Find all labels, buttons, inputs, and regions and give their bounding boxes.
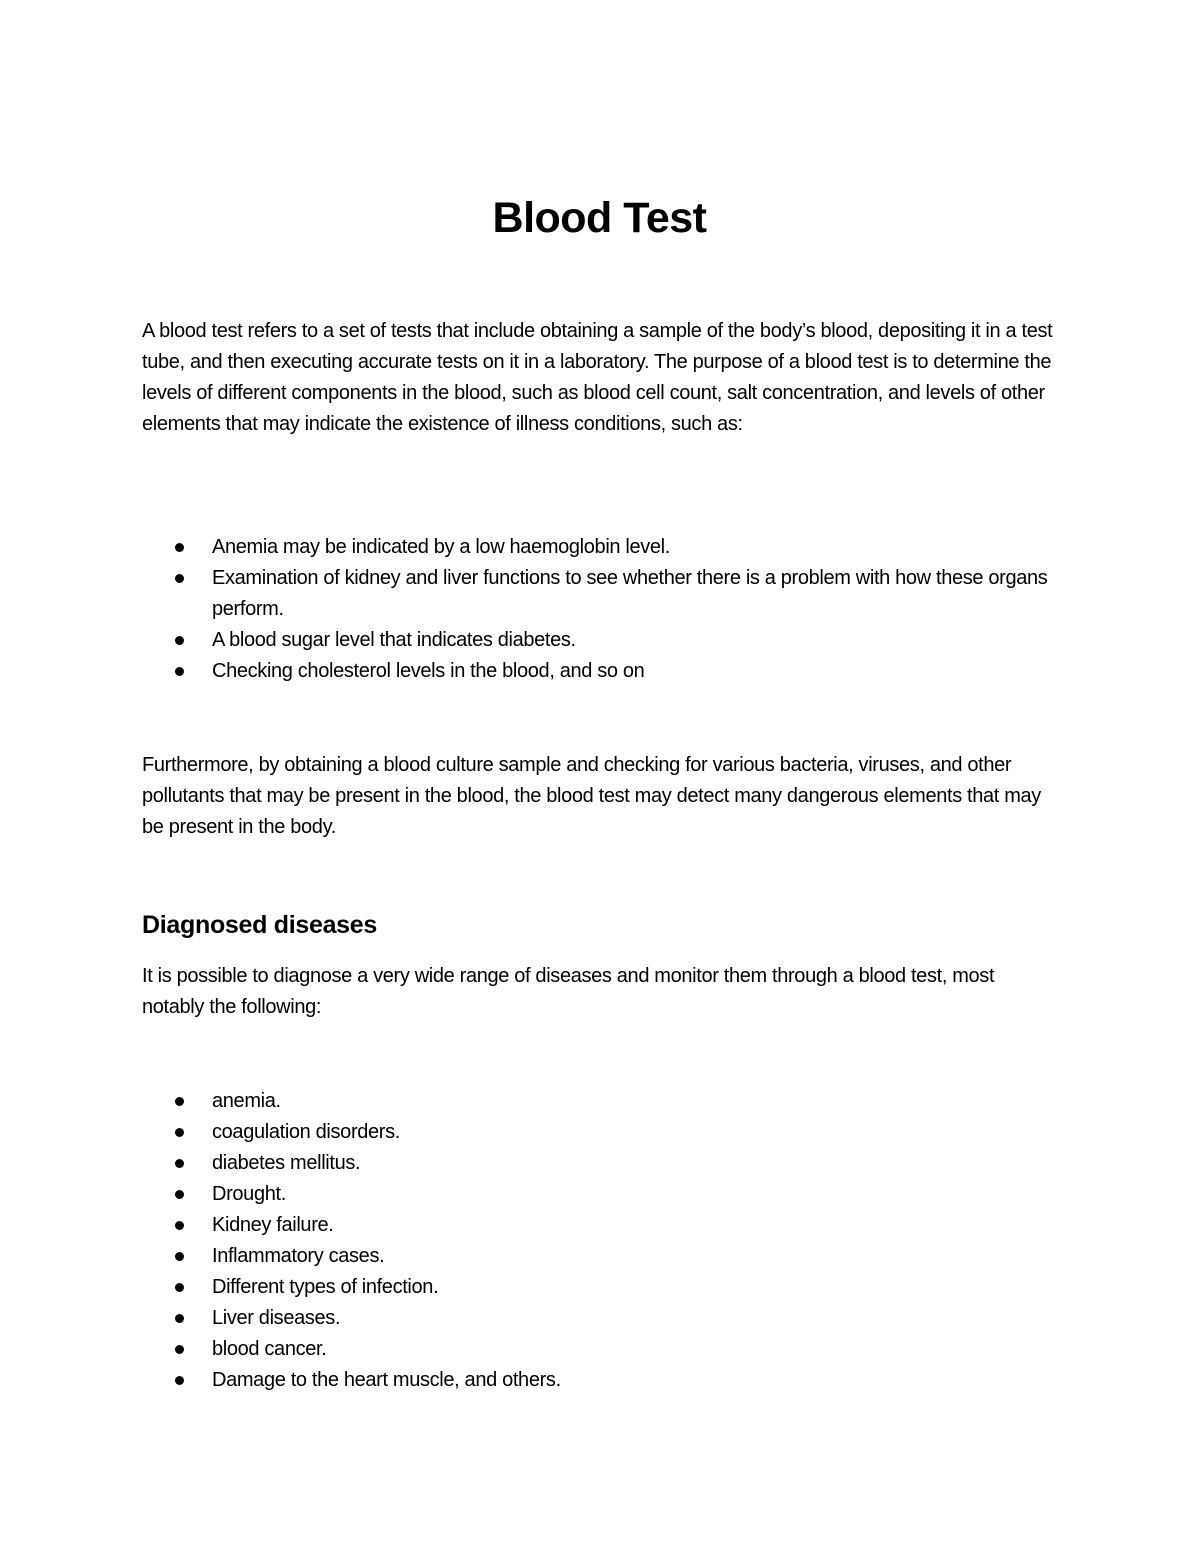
- list-item: [142, 1117, 1057, 1148]
- list-item-text: Different types of infection.: [212, 1276, 439, 1298]
- bullet-icon: [175, 667, 184, 676]
- document-title: Blood Test: [492, 194, 707, 242]
- list-item: [142, 1334, 1057, 1365]
- bullet-icon: [175, 1376, 184, 1385]
- section-paragraph: It is possible to diagnose a very wide range of diseases and monitor them through a blood test, most notably the following:: [142, 965, 995, 1018]
- list-item: [142, 625, 1057, 656]
- list-item-text: blood cancer.: [212, 1338, 327, 1360]
- bullet-icon: [175, 1190, 184, 1199]
- bullet-icon: [175, 1252, 184, 1261]
- list-item-text: Checking cholesterol levels in the blood, and so on: [212, 660, 645, 682]
- section-heading: Diagnosed diseases: [142, 911, 377, 939]
- bullet-icon: [175, 1314, 184, 1323]
- bullet-icon: [175, 1159, 184, 1168]
- list-item-text: A blood sugar level that indicates diabetes.: [212, 629, 576, 651]
- list-item-text: Inflammatory cases.: [212, 1245, 385, 1267]
- list-item: [142, 1272, 1057, 1303]
- list-item: [142, 1241, 1057, 1272]
- intro-paragraph: A blood test refers to a set of tests that include obtaining a sample of the body’s blood, depositing it in a test tube, and then executing accurate tests on it in a laboratory. The purpose of a blood test is to determine the levels of different components in the blood, such as blood cell count, salt concentration, and levels of other elements that may indicate the existence of illness conditions, such as:: [142, 320, 1053, 435]
- list-item-text: Drought.: [212, 1183, 286, 1205]
- list-item-text: Kidney failure.: [212, 1214, 334, 1236]
- list-item-text: coagulation disorders.: [212, 1121, 400, 1143]
- list-item-text: Liver diseases.: [212, 1307, 341, 1329]
- list-item: [142, 1179, 1057, 1210]
- list-item-text: Anemia may be indicated by a low haemoglobin level.: [212, 536, 670, 558]
- list-item: [142, 563, 1057, 625]
- list-item: [142, 1210, 1057, 1241]
- bullet-icon: [175, 1221, 184, 1230]
- conditions-list: [142, 532, 1057, 687]
- list-item: [142, 532, 1057, 563]
- list-item: [142, 1303, 1057, 1334]
- bullet-icon: [175, 1345, 184, 1354]
- list-item: [142, 1086, 1057, 1117]
- list-item: [142, 1148, 1057, 1179]
- bullet-icon: [175, 1128, 184, 1137]
- list-item-text: Damage to the heart muscle, and others.: [212, 1369, 561, 1391]
- diseases-list: [142, 1086, 1057, 1396]
- bullet-icon: [175, 1097, 184, 1106]
- furthermore-paragraph: Furthermore, by obtaining a blood culture sample and checking for various bacteria, viruses, and other pollutants that may be present in the blood, the blood test may detect many dangerous elements that may be present in the body.: [142, 754, 1041, 838]
- list-item: [142, 1365, 1057, 1396]
- list-item-text: Examination of kidney and liver functions to see whether there is a problem with how these organs perform.: [212, 567, 1048, 620]
- bullet-icon: [175, 636, 184, 645]
- bullet-icon: [175, 1283, 184, 1292]
- list-item: [142, 656, 1057, 687]
- bullet-icon: [175, 574, 184, 583]
- list-item-text: diabetes mellitus.: [212, 1152, 361, 1174]
- list-item-text: anemia.: [212, 1090, 281, 1112]
- bullet-icon: [175, 543, 184, 552]
